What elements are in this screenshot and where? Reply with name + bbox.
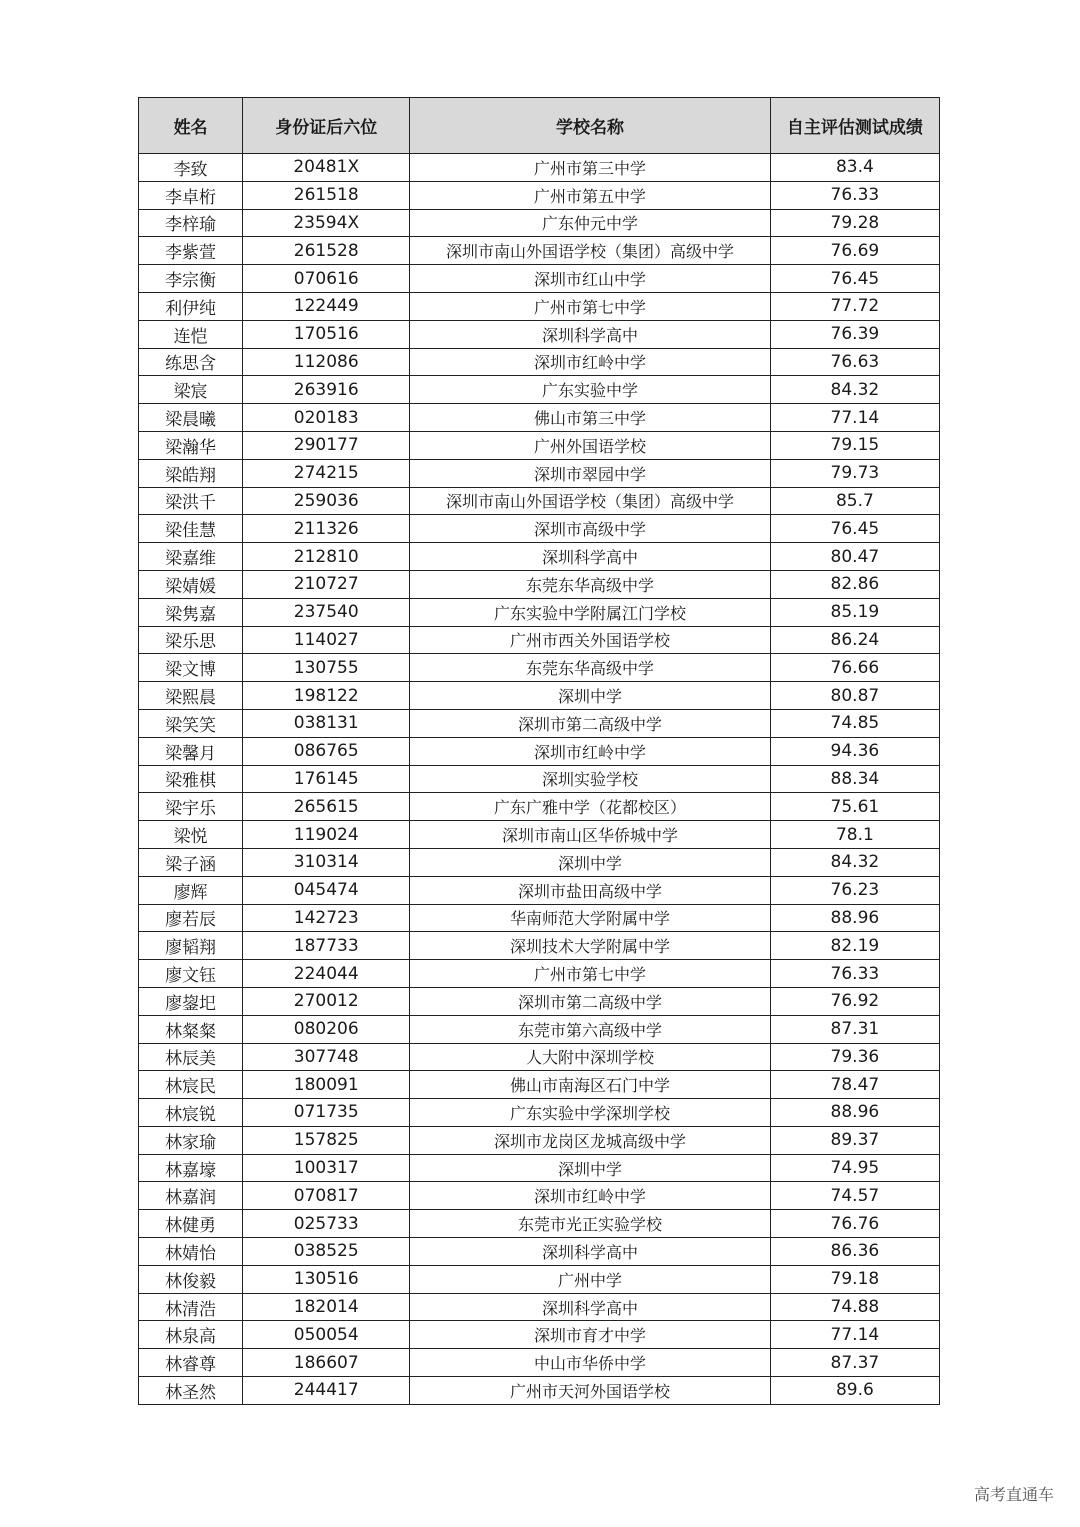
table-row xyxy=(139,932,940,960)
cell-school-name: 广州外国语学校 xyxy=(410,431,770,459)
table-row xyxy=(139,1377,940,1405)
cell-school-name: 广州市第五中学 xyxy=(410,181,770,209)
cell-id-last-six: 307748 xyxy=(243,1043,410,1071)
cell-school-name: 深圳市红岭中学 xyxy=(410,737,770,765)
cell-id-last-six: 182014 xyxy=(243,1293,410,1321)
table-row xyxy=(139,515,940,543)
cell-name: 李卓桁 xyxy=(139,181,243,209)
header-name: 姓名 xyxy=(139,98,243,154)
cell-id-last-six: 20481X xyxy=(243,154,410,182)
cell-score: 74.95 xyxy=(770,1154,939,1182)
cell-name: 梁嘉维 xyxy=(139,543,243,571)
header-id-last-six: 身份证后六位 xyxy=(243,98,410,154)
cell-id-last-six: 070616 xyxy=(243,265,410,293)
cell-name: 李致 xyxy=(139,154,243,182)
table-row xyxy=(139,709,940,737)
cell-name: 梁子涵 xyxy=(139,848,243,876)
cell-score: 87.31 xyxy=(770,1015,939,1043)
cell-id-last-six: 180091 xyxy=(243,1071,410,1099)
table-row xyxy=(139,487,940,515)
cell-school-name: 广州市西关外国语学校 xyxy=(410,626,770,654)
cell-name: 廖若辰 xyxy=(139,904,243,932)
cell-score: 76.23 xyxy=(770,876,939,904)
cell-name: 林清浩 xyxy=(139,1293,243,1321)
cell-name: 梁文博 xyxy=(139,654,243,682)
cell-score: 79.73 xyxy=(770,459,939,487)
cell-school-name: 深圳市红岭中学 xyxy=(410,348,770,376)
cell-id-last-six: 086765 xyxy=(243,737,410,765)
cell-school-name: 深圳科学高中 xyxy=(410,1293,770,1321)
cell-school-name: 深圳科学高中 xyxy=(410,543,770,571)
cell-id-last-six: 198122 xyxy=(243,682,410,710)
table-row xyxy=(139,1293,940,1321)
cell-name: 练思含 xyxy=(139,348,243,376)
cell-id-last-six: 038525 xyxy=(243,1238,410,1266)
cell-name: 林嘉润 xyxy=(139,1182,243,1210)
cell-name: 李紫萱 xyxy=(139,237,243,265)
cell-school-name: 深圳中学 xyxy=(410,1154,770,1182)
cell-school-name: 华南师范大学附属中学 xyxy=(410,904,770,932)
cell-name: 林俊毅 xyxy=(139,1265,243,1293)
cell-name: 梁笑笑 xyxy=(139,709,243,737)
cell-school-name: 广州市第七中学 xyxy=(410,960,770,988)
cell-score: 76.45 xyxy=(770,265,939,293)
cell-id-last-six: 186607 xyxy=(243,1349,410,1377)
cell-id-last-six: 290177 xyxy=(243,431,410,459)
cell-id-last-six: 261528 xyxy=(243,237,410,265)
cell-school-name: 广州市第七中学 xyxy=(410,292,770,320)
cell-school-name: 东莞东华高级中学 xyxy=(410,570,770,598)
cell-score: 78.1 xyxy=(770,821,939,849)
cell-score: 84.32 xyxy=(770,848,939,876)
cell-school-name: 深圳科学高中 xyxy=(410,320,770,348)
table-row xyxy=(139,1182,940,1210)
cell-id-last-six: 261518 xyxy=(243,181,410,209)
cell-school-name: 东莞东华高级中学 xyxy=(410,654,770,682)
cell-name: 梁乐思 xyxy=(139,626,243,654)
cell-id-last-six: 23594X xyxy=(243,209,410,237)
cell-id-last-six: 045474 xyxy=(243,876,410,904)
table-row xyxy=(139,348,940,376)
cell-id-last-six: 119024 xyxy=(243,821,410,849)
cell-school-name: 广东实验中学附属江门学校 xyxy=(410,598,770,626)
table-row xyxy=(139,376,940,404)
cell-score: 76.45 xyxy=(770,515,939,543)
header-school-name: 学校名称 xyxy=(410,98,770,154)
cell-score: 75.61 xyxy=(770,793,939,821)
cell-id-last-six: 274215 xyxy=(243,459,410,487)
cell-score: 76.69 xyxy=(770,237,939,265)
table-row xyxy=(139,1265,940,1293)
cell-school-name: 广州市第三中学 xyxy=(410,154,770,182)
cell-score: 94.36 xyxy=(770,737,939,765)
table-row xyxy=(139,1210,940,1238)
cell-school-name: 佛山市第三中学 xyxy=(410,404,770,432)
cell-name: 林粲粲 xyxy=(139,1015,243,1043)
cell-name: 林圣然 xyxy=(139,1377,243,1405)
cell-school-name: 深圳市红岭中学 xyxy=(410,1182,770,1210)
cell-school-name: 深圳市第二高级中学 xyxy=(410,709,770,737)
cell-school-name: 东莞市光正实验学校 xyxy=(410,1210,770,1238)
cell-name: 梁宇乐 xyxy=(139,793,243,821)
cell-school-name: 广东仲元中学 xyxy=(410,209,770,237)
cell-score: 76.92 xyxy=(770,987,939,1015)
table-row xyxy=(139,1321,940,1349)
table-row xyxy=(139,765,940,793)
cell-id-last-six: 244417 xyxy=(243,1377,410,1405)
cell-school-name: 佛山市南海区石门中学 xyxy=(410,1071,770,1099)
cell-name: 梁晨曦 xyxy=(139,404,243,432)
table-row xyxy=(139,404,940,432)
table-row xyxy=(139,1099,940,1127)
cell-name: 林健勇 xyxy=(139,1210,243,1238)
cell-score: 79.15 xyxy=(770,431,939,459)
table-header xyxy=(139,98,940,154)
cell-name: 连恺 xyxy=(139,320,243,348)
cell-score: 76.76 xyxy=(770,1210,939,1238)
cell-id-last-six: 270012 xyxy=(243,987,410,1015)
cell-score: 74.57 xyxy=(770,1182,939,1210)
cell-id-last-six: 310314 xyxy=(243,848,410,876)
cell-id-last-six: 100317 xyxy=(243,1154,410,1182)
table-row xyxy=(139,320,940,348)
cell-score: 74.88 xyxy=(770,1293,939,1321)
table-row xyxy=(139,848,940,876)
cell-name: 林辰美 xyxy=(139,1043,243,1071)
table-row xyxy=(139,1238,940,1266)
cell-name: 利伊纯 xyxy=(139,292,243,320)
cell-id-last-six: 210727 xyxy=(243,570,410,598)
cell-score: 77.14 xyxy=(770,404,939,432)
cell-name: 廖鋆圯 xyxy=(139,987,243,1015)
cell-score: 76.33 xyxy=(770,960,939,988)
cell-name: 廖文钰 xyxy=(139,960,243,988)
cell-id-last-six: 071735 xyxy=(243,1099,410,1127)
cell-name: 廖辉 xyxy=(139,876,243,904)
cell-id-last-six: 187733 xyxy=(243,932,410,960)
cell-id-last-six: 114027 xyxy=(243,626,410,654)
cell-name: 林家瑜 xyxy=(139,1126,243,1154)
cell-school-name: 人大附中深圳学校 xyxy=(410,1043,770,1071)
cell-id-last-six: 157825 xyxy=(243,1126,410,1154)
cell-school-name: 深圳市翠园中学 xyxy=(410,459,770,487)
cell-id-last-six: 237540 xyxy=(243,598,410,626)
cell-name: 梁馨月 xyxy=(139,737,243,765)
cell-id-last-six: 025733 xyxy=(243,1210,410,1238)
cell-name: 李梓瑜 xyxy=(139,209,243,237)
cell-score: 79.18 xyxy=(770,1265,939,1293)
cell-score: 84.32 xyxy=(770,376,939,404)
cell-name: 梁佳慧 xyxy=(139,515,243,543)
cell-id-last-six: 130755 xyxy=(243,654,410,682)
table-row xyxy=(139,682,940,710)
cell-name: 梁悦 xyxy=(139,821,243,849)
cell-id-last-six: 211326 xyxy=(243,515,410,543)
table-row xyxy=(139,1126,940,1154)
cell-name: 梁熙晨 xyxy=(139,682,243,710)
cell-id-last-six: 176145 xyxy=(243,765,410,793)
cell-id-last-six: 112086 xyxy=(243,348,410,376)
cell-school-name: 广州中学 xyxy=(410,1265,770,1293)
cell-score: 89.6 xyxy=(770,1377,939,1405)
cell-school-name: 深圳中学 xyxy=(410,682,770,710)
header-score: 自主评估测试成绩 xyxy=(770,98,939,154)
cell-name: 梁瀚华 xyxy=(139,431,243,459)
cell-score: 89.37 xyxy=(770,1126,939,1154)
cell-score: 83.4 xyxy=(770,154,939,182)
table-row xyxy=(139,265,940,293)
table-row xyxy=(139,543,940,571)
cell-name: 梁洪千 xyxy=(139,487,243,515)
table-row xyxy=(139,1071,940,1099)
cell-score: 88.34 xyxy=(770,765,939,793)
cell-school-name: 深圳市南山外国语学校（集团）高级中学 xyxy=(410,237,770,265)
cell-school-name: 广东广雅中学（花都校区） xyxy=(410,793,770,821)
cell-school-name: 广州市天河外国语学校 xyxy=(410,1377,770,1405)
cell-school-name: 深圳市南山区华侨城中学 xyxy=(410,821,770,849)
cell-id-last-six: 050054 xyxy=(243,1321,410,1349)
cell-score: 87.37 xyxy=(770,1349,939,1377)
cell-name: 梁宸 xyxy=(139,376,243,404)
table-row xyxy=(139,598,940,626)
table-row xyxy=(139,431,940,459)
cell-name: 林婧怡 xyxy=(139,1238,243,1266)
cell-score: 80.87 xyxy=(770,682,939,710)
cell-school-name: 深圳市高级中学 xyxy=(410,515,770,543)
cell-school-name: 深圳实验学校 xyxy=(410,765,770,793)
cell-school-name: 广东实验中学深圳学校 xyxy=(410,1099,770,1127)
cell-id-last-six: 265615 xyxy=(243,793,410,821)
table-row xyxy=(139,570,940,598)
cell-school-name: 深圳市育才中学 xyxy=(410,1321,770,1349)
cell-score: 78.47 xyxy=(770,1071,939,1099)
cell-score: 85.7 xyxy=(770,487,939,515)
table-row xyxy=(139,1015,940,1043)
table-row xyxy=(139,793,940,821)
cell-name: 梁雅棋 xyxy=(139,765,243,793)
cell-score: 76.33 xyxy=(770,181,939,209)
cell-id-last-six: 212810 xyxy=(243,543,410,571)
cell-id-last-six: 170516 xyxy=(243,320,410,348)
table-row xyxy=(139,737,940,765)
cell-id-last-six: 142723 xyxy=(243,904,410,932)
cell-name: 梁皓翔 xyxy=(139,459,243,487)
table-row xyxy=(139,1154,940,1182)
cell-school-name: 深圳技术大学附属中学 xyxy=(410,932,770,960)
table-row xyxy=(139,904,940,932)
cell-name: 林宸民 xyxy=(139,1071,243,1099)
table-row xyxy=(139,821,940,849)
cell-score: 76.66 xyxy=(770,654,939,682)
cell-school-name: 深圳市红山中学 xyxy=(410,265,770,293)
cell-school-name: 深圳市第二高级中学 xyxy=(410,987,770,1015)
cell-score: 82.86 xyxy=(770,570,939,598)
cell-score: 77.72 xyxy=(770,292,939,320)
cell-school-name: 深圳中学 xyxy=(410,848,770,876)
cell-score: 79.36 xyxy=(770,1043,939,1071)
cell-school-name: 深圳市龙岗区龙城高级中学 xyxy=(410,1126,770,1154)
cell-id-last-six: 038131 xyxy=(243,709,410,737)
table-row xyxy=(139,1349,940,1377)
cell-id-last-six: 259036 xyxy=(243,487,410,515)
table-row xyxy=(139,960,940,988)
table-row xyxy=(139,1043,940,1071)
cell-name: 林睿尊 xyxy=(139,1349,243,1377)
cell-score: 74.85 xyxy=(770,709,939,737)
table-row xyxy=(139,654,940,682)
cell-score: 85.19 xyxy=(770,598,939,626)
cell-score: 86.36 xyxy=(770,1238,939,1266)
cell-name: 梁隽嘉 xyxy=(139,598,243,626)
table-row xyxy=(139,987,940,1015)
cell-id-last-six: 263916 xyxy=(243,376,410,404)
cell-name: 林嘉壕 xyxy=(139,1154,243,1182)
cell-score: 88.96 xyxy=(770,904,939,932)
cell-id-last-six: 070817 xyxy=(243,1182,410,1210)
table-row xyxy=(139,154,940,182)
table-row xyxy=(139,626,940,654)
cell-school-name: 深圳市盐田高级中学 xyxy=(410,876,770,904)
cell-score: 76.39 xyxy=(770,320,939,348)
cell-score: 79.28 xyxy=(770,209,939,237)
cell-score: 86.24 xyxy=(770,626,939,654)
score-table xyxy=(138,97,940,1405)
table-row xyxy=(139,181,940,209)
cell-id-last-six: 122449 xyxy=(243,292,410,320)
table-row xyxy=(139,237,940,265)
watermark-text: 高考直通车 xyxy=(973,1485,1054,1504)
cell-school-name: 深圳市南山外国语学校（集团）高级中学 xyxy=(410,487,770,515)
table-row xyxy=(139,876,940,904)
cell-name: 李宗衡 xyxy=(139,265,243,293)
table-row xyxy=(139,209,940,237)
table-row xyxy=(139,459,940,487)
cell-school-name: 中山市华侨中学 xyxy=(410,1349,770,1377)
cell-score: 82.19 xyxy=(770,932,939,960)
cell-name: 林宸锐 xyxy=(139,1099,243,1127)
cell-name: 廖韬翔 xyxy=(139,932,243,960)
cell-school-name: 东莞市第六高级中学 xyxy=(410,1015,770,1043)
cell-id-last-six: 020183 xyxy=(243,404,410,432)
cell-school-name: 广东实验中学 xyxy=(410,376,770,404)
cell-name: 林泉高 xyxy=(139,1321,243,1349)
cell-name: 梁婧媛 xyxy=(139,570,243,598)
header-row xyxy=(139,98,940,154)
cell-score: 80.47 xyxy=(770,543,939,571)
cell-id-last-six: 224044 xyxy=(243,960,410,988)
table-row xyxy=(139,292,940,320)
cell-id-last-six: 080206 xyxy=(243,1015,410,1043)
cell-school-name: 深圳科学高中 xyxy=(410,1238,770,1266)
cell-score: 76.63 xyxy=(770,348,939,376)
table-body xyxy=(139,154,940,1405)
cell-id-last-six: 130516 xyxy=(243,1265,410,1293)
cell-score: 88.96 xyxy=(770,1099,939,1127)
cell-score: 77.14 xyxy=(770,1321,939,1349)
